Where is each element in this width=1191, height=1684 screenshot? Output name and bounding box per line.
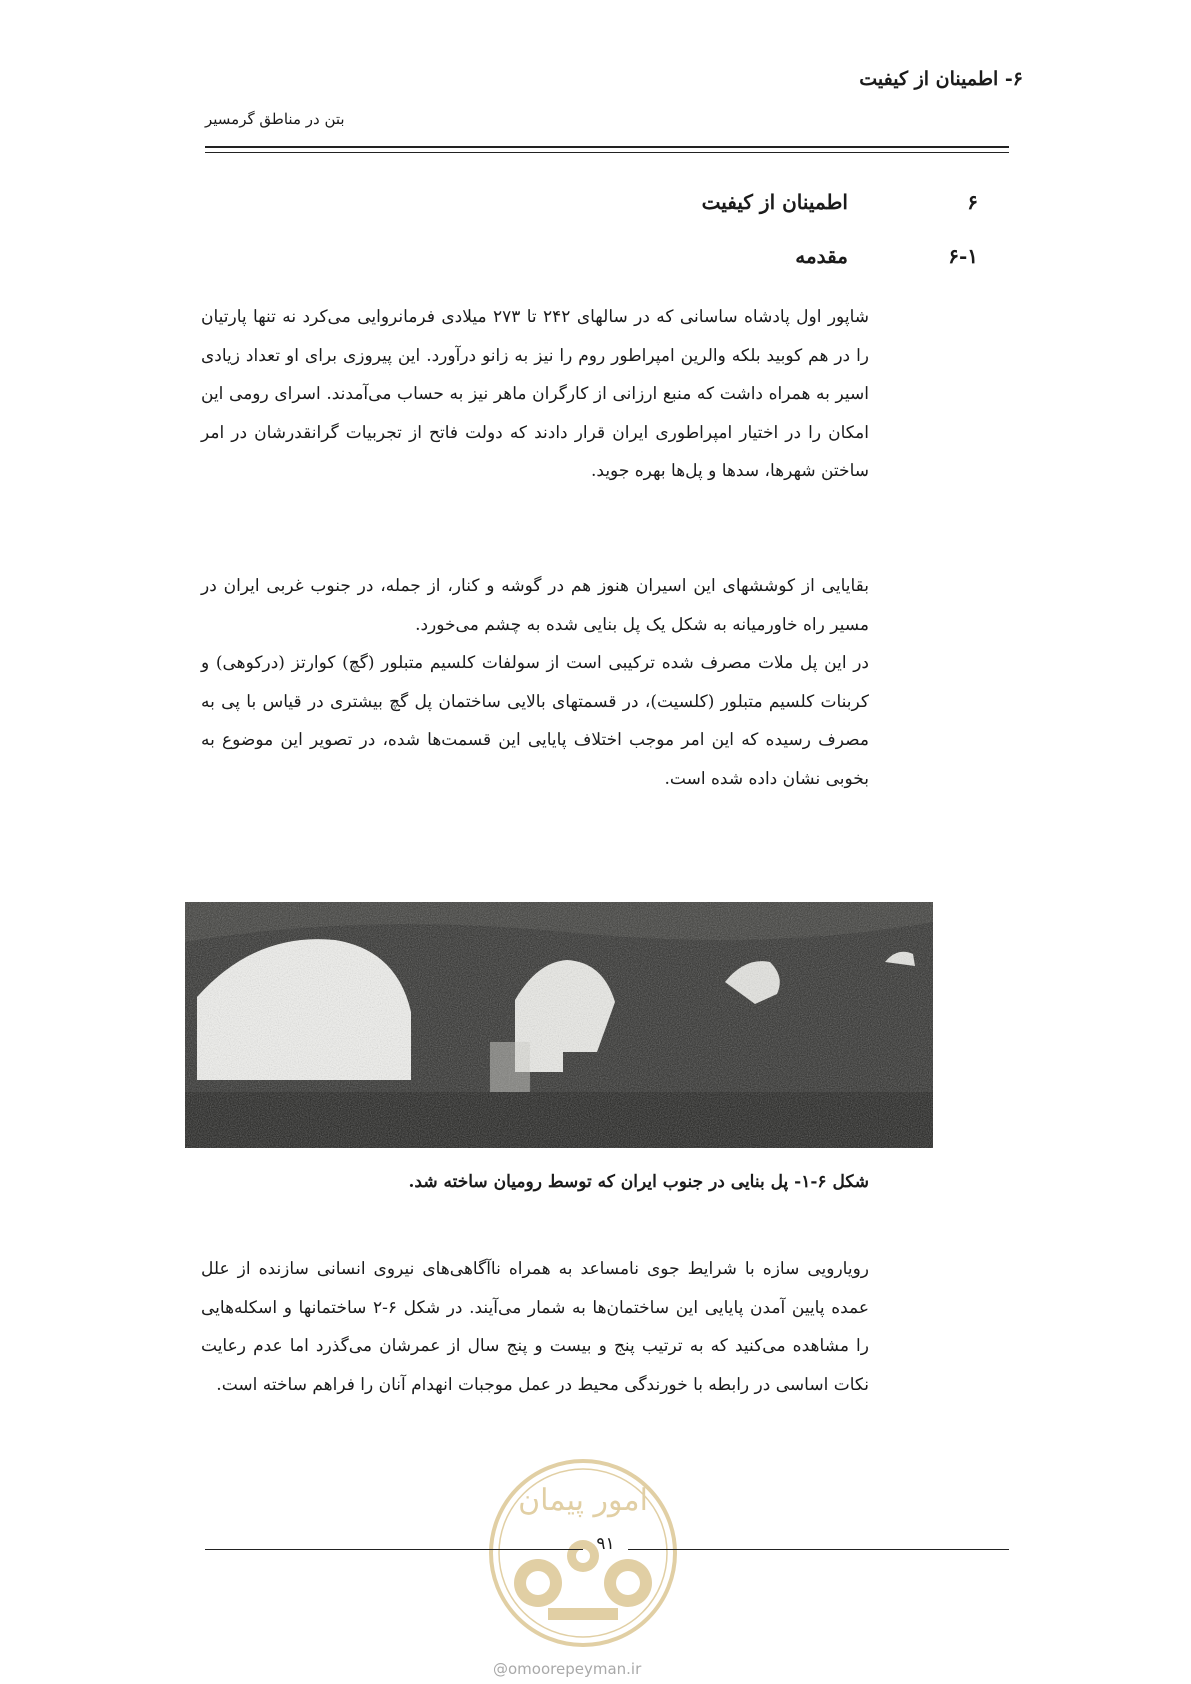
header-rule-top [205,146,1009,148]
watermark-logo-text: امور پیمان [518,1483,648,1518]
bridge-photo [185,902,933,1148]
paragraph-mortar: در این پل ملات مصرف شده ترکیبی است از سولفات کلسیم متبلور (گچ) کوارتز (درکوهی) و کربنات کلسیم متبلور (کلسیت)، در قسمتهای بالایی ساختمان پل گچ بیشتری در قیاس با پی به مصرف رسیده که این امر موجب اختلاف پایایی این قسمت‌ها شده، در تصویر این موضوع به بخوبی نشان داده شده است. [201,653,869,789]
subsection-heading [218,244,978,280]
footer-rule-right [628,1549,1009,1550]
paragraph-durability: رویارویی سازه با شرایط جوی نامساعد به همراه ناآگاهی‌های نیروی انسانی سازنده از علل عمده پایین آمدن پایایی این ساختمان‌ها به شمار می‌آیند. در شکل ۶-۲ ساختمانها و اسکله‌هایی را مشاهده می‌کنید که به ترتیب پنج و بیست و پنج سال از عمرشان می‌گذرد اما عدم رعایت نکات اساسی در رابطه با خورندگی محیط در عمل موجبات انهدام آنان را فراهم ساخته است. [201,1259,869,1395]
paragraph-intro: شاپور اول پادشاه ساسانی که در سالهای ۲۴۲ تا ۲۷۳ میلادی فرمانروایی می‌کرد نه تنها پارتیان را در هم کوبید بلکه والرین امپراطور روم را نیز به زانو درآورد. این پیروزی برای او تعداد زیادی اسیر به همراه داشت که منبع ارزانی از کارگران ماهر نیز به حساب می‌آمدند. اسرای رومی این امکان را در اختیار امپراطوری ایران قرار دادند که دولت فاتح از تجربیات گرانقدرشان در امر ساختن شهرها، سدها و پل‌ها بهره جوید. [201,307,869,481]
running-chapter-title: ۶- اطمینان از کیفیت [859,68,1023,90]
footer-rule-left [205,1549,583,1550]
section-title: اطمینان از کیفیت [701,190,848,214]
subsection-number: ۶-۱ [948,244,978,268]
bridge-photo-illustration [185,902,933,1148]
watermark-url: @omoorepeyman.ir [493,1660,642,1678]
header-rule-bottom [205,152,1009,153]
subsection-title: مقدمه [795,244,848,268]
page-number: ۹۱ [596,1534,615,1554]
running-book-title: بتن در مناطق گرمسیر [205,110,345,128]
figure-caption: شکل ۶-۱- پل بنایی در جنوب ایران که توسط رومیان ساخته شد. [408,1172,869,1192]
section-number: ۶ [967,190,978,214]
section-heading [218,190,978,226]
watermark-seal [478,1448,688,1668]
paragraph-remains: بقایایی از کوششهای این اسیران هنوز هم در گوشه و کنار، از جمله، در جنوب غربی ایران در مسیر راه خاورمیانه به شکل یک پل بنایی شده به چشم می‌خورد. [201,576,869,635]
watermark-gear-icon [478,1448,688,1668]
